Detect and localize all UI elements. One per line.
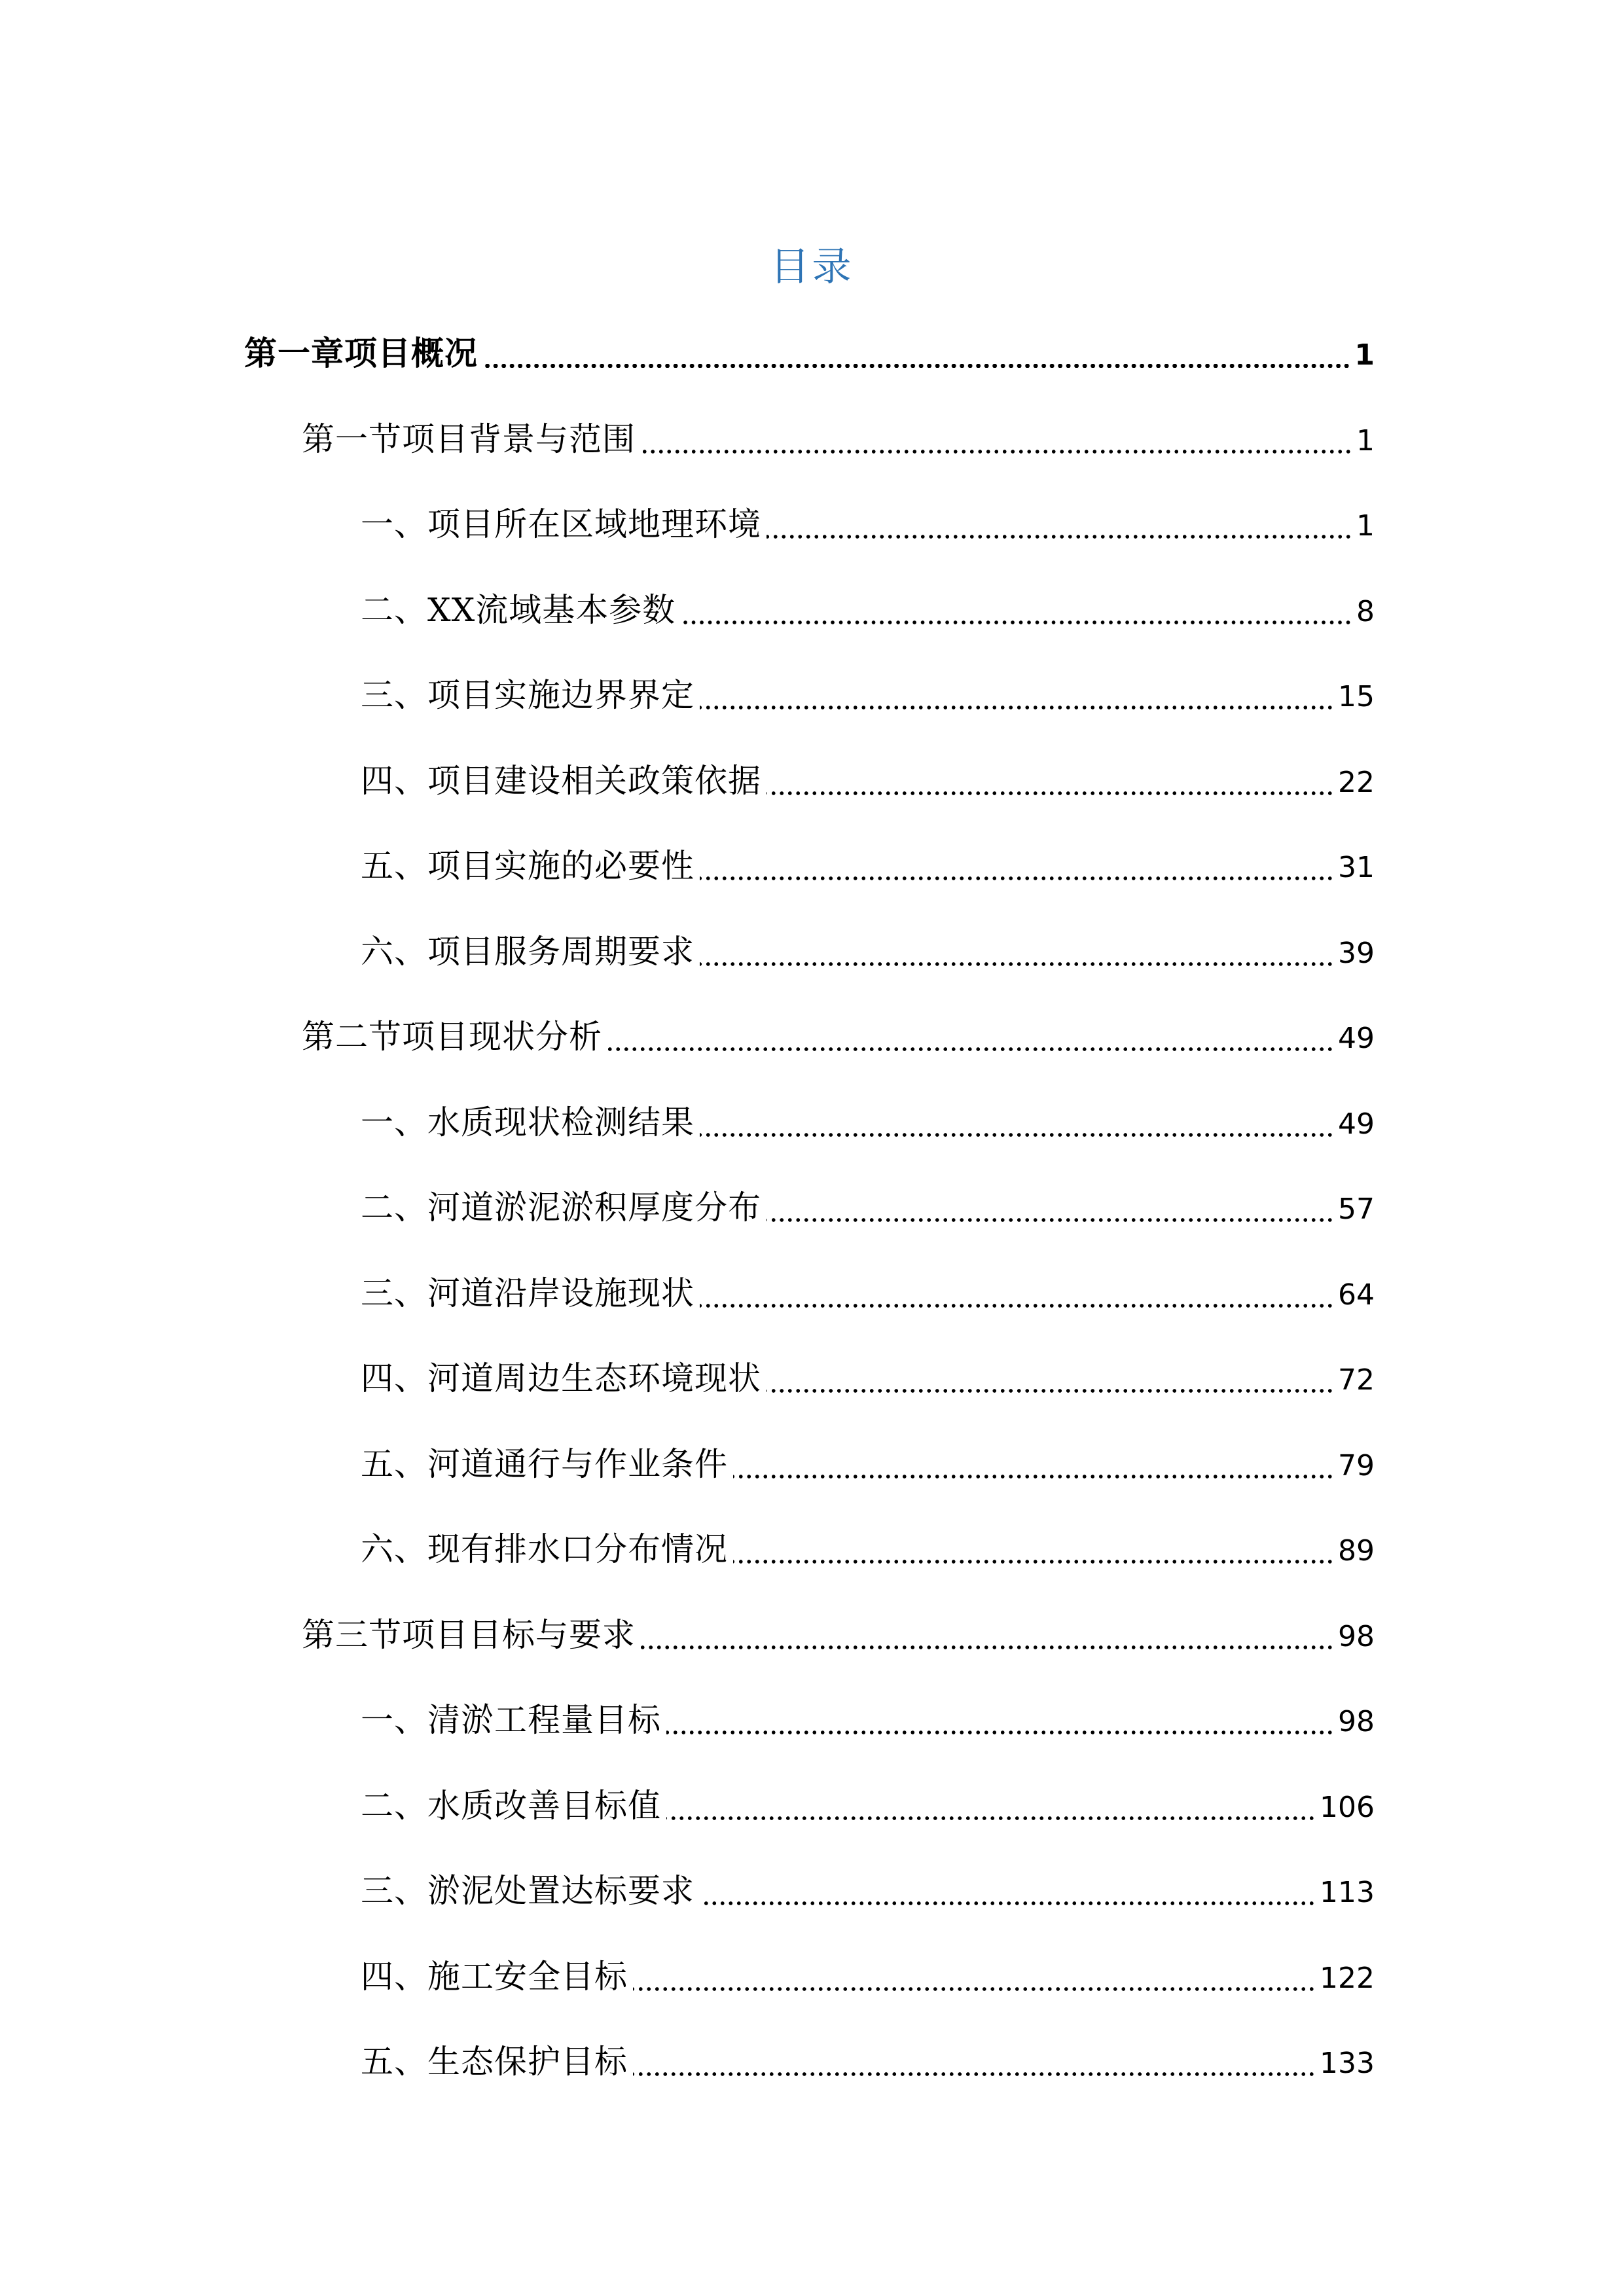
toc-entry-text: 一、清淤工程量目标 [361,1701,661,1739]
toc-page-number: 133 [1320,2047,1375,2080]
toc-entry-text: 五、项目实施的必要性 [361,847,695,885]
toc-entry[interactable] [361,1352,1375,1405]
toc-entry[interactable] [361,1523,1375,1575]
toc-entry[interactable] [361,669,1375,721]
toc-dot-leader [607,1047,1334,1051]
toc-entry[interactable] [361,1694,1375,1746]
toc-dot-leader [681,620,1352,624]
toc-page-number: 49 [1338,1022,1375,1055]
toc-entry[interactable] [361,2036,1375,2088]
toc-entry[interactable] [361,1267,1375,1319]
toc-page-number: 64 [1338,1278,1375,1312]
toc-title: 目录 [770,244,854,290]
toc-entry-text: 三、淤泥处置达标要求 [361,1872,695,1910]
toc-entry-text: 二、水质改善目标值 [361,1786,661,1825]
toc-entry-text: 三、河道沿岸设施现状 [361,1274,695,1312]
toc-dot-leader [700,1133,1334,1137]
toc-dot-leader [633,1987,1316,1991]
toc-entry-text: 一、项目所在区域地理环境 [361,505,761,543]
toc-dot-leader [641,1645,1334,1649]
toc-entry-text: 五、生态保护目标 [361,2043,628,2081]
toc-entry-text: 第一节项目背景与范围 [302,420,636,458]
toc-dot-leader [767,1389,1334,1393]
toc-dot-leader [666,1816,1316,1820]
toc-dot-leader [700,1304,1334,1308]
toc-entry-text: 三、项目实施边界界定 [361,676,695,714]
toc-entry[interactable] [361,1865,1375,1917]
toc-page-number: 1 [1356,509,1375,543]
toc-entry-text: 四、河道周边生态环境现状 [361,1359,761,1397]
toc-dot-leader [767,1218,1334,1222]
toc-entry[interactable] [361,498,1375,550]
toc-page-number: 22 [1338,765,1375,799]
toc-entry[interactable] [361,1950,1375,2003]
toc-entry-text: 四、项目建设相关政策依据 [361,761,761,800]
toc-entry[interactable] [361,1096,1375,1149]
toc-page-number: 57 [1338,1193,1375,1226]
toc-dot-leader [767,535,1352,539]
toc-page-number: 31 [1338,851,1375,884]
toc-page-number: 49 [1338,1107,1375,1141]
toc-dot-leader [641,450,1352,454]
toc-entry[interactable] [361,755,1375,807]
toc-page-number: 79 [1338,1448,1375,1482]
toc-page-number: 72 [1338,1363,1375,1397]
toc-entry[interactable] [302,1011,1375,1063]
toc-page-number: 98 [1338,1705,1375,1738]
toc-entry-text: 四、施工安全目标 [361,1957,628,1996]
toc-page-number: 1 [1356,423,1375,457]
toc-dot-leader [700,706,1334,709]
toc-entry-text: 第三节项目目标与要求 [302,1615,636,1654]
toc-dot-leader [700,962,1334,966]
toc-dot-leader [767,791,1334,795]
toc-page-number: 1 [1354,338,1375,372]
toc-entry-text: 六、现有排水口分布情况 [361,1530,728,1568]
toc-entry[interactable] [302,413,1375,465]
toc-dot-leader [633,2072,1316,2076]
toc-dot-leader [700,1901,1316,1905]
toc-entry-text: 六、项目服务周期要求 [361,932,695,971]
toc-entry[interactable] [361,1181,1375,1234]
toc-dot-leader [733,1475,1334,1479]
toc-entry-text: 二、河道淤泥淤积厚度分布 [361,1189,761,1227]
toc-page-number: 113 [1320,1876,1375,1909]
toc-page-number: 122 [1320,1961,1375,1995]
toc-entry[interactable] [244,327,1375,380]
toc-dot-leader [483,363,1350,368]
toc-page-number: 39 [1338,936,1375,970]
toc-entry-text: 第一章项目概况 [244,334,478,372]
toc-page-number: 98 [1338,1619,1375,1653]
toc-entry-text: 一、水质现状检测结果 [361,1103,695,1141]
toc-page-number: 8 [1356,594,1375,628]
toc-page-number: 106 [1320,1790,1375,1824]
toc-entry-text: 第二节项目现状分析 [302,1018,602,1056]
toc-entry[interactable] [361,925,1375,978]
toc-entry[interactable] [361,840,1375,892]
toc-entry[interactable] [361,1780,1375,1832]
toc-entry-text: 二、XX流域基本参数 [361,590,676,629]
toc-entry[interactable] [302,1609,1375,1661]
toc-entry[interactable] [361,584,1375,636]
toc-page-number: 89 [1338,1534,1375,1568]
toc-dot-leader [733,1560,1334,1564]
toc-entry[interactable] [361,1438,1375,1490]
toc-entry-text: 五、河道通行与作业条件 [361,1444,728,1483]
toc-page-number: 15 [1338,680,1375,713]
toc-dot-leader [666,1731,1334,1734]
toc-dot-leader [700,876,1334,880]
